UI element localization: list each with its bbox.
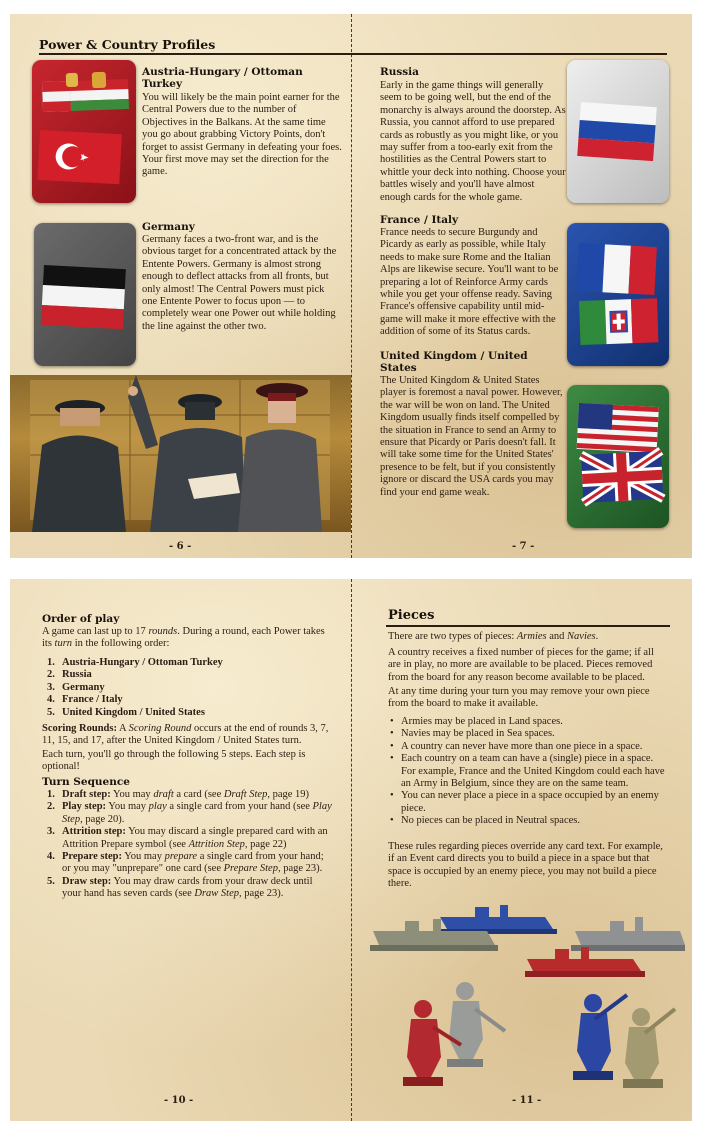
- army-piece-grey-left: [447, 982, 505, 1067]
- header-rule: [39, 53, 667, 55]
- each-turn-paragraph: Each turn, you'll go through the following 5 steps. Each step is optional!: [42, 749, 306, 773]
- override-paragraph: These rules regarding pieces override any card text. For example, if an Event card directs you to build a piece in a space but that space is occupied by an enemy piece, you may not build a piece there.: [388, 841, 663, 890]
- list-item: 5. Draw step: You may draw cards from your draw deck until your hand has seven cards (see Draw Step, page 23).: [47, 875, 313, 900]
- russia-flag-icon: [567, 60, 669, 203]
- uk-flag-icon: [581, 451, 663, 503]
- army-piece-blue: [573, 994, 627, 1080]
- list-item: • Navies may be placed in Sea spaces.: [388, 728, 668, 740]
- uk-usa-body: The United Kingdom & United States player is foremost a naval power. However, the war will be won on land. The United Kingdom usually finds itself compelled by the situation in France to send an Army to ensure that Picardy or Paris doesn't fall. It will take some time for the United States' presence to be felt, but if you consistently ignore or discard the USA cards you may find your end game weak.: [380, 375, 563, 498]
- uk-usa-card: [567, 385, 669, 528]
- list-item: • Each country on a team can have a (single) piece in a space. For example, France and the United Kingdom could each have an Army in Belgium, since they are on the same team.: [388, 753, 668, 790]
- pieces-header: Pieces: [388, 608, 435, 623]
- france-italy-body: France needs to secure Burgundy and Picardy as early as possible, while Italy needs to make sure Rome and the Italian Alps are likewise secure. You'll want to be preparing a lot of Reinforce Army cards while you get your offense ready. Saving France's offensive capability until mid-game will make it more effective with the addition of some of its Status cards.: [380, 227, 559, 338]
- italy-flag-icon: [579, 298, 658, 345]
- usa-flag-icon: [567, 385, 669, 528]
- navy-piece-grey-right: [571, 917, 685, 951]
- scoring-rounds-paragraph: Scoring Rounds: A Scoring Round occurs at the end of rounds 3, 7, 11, 15, and 17, after the United Kingdom / United States turn.: [42, 723, 329, 747]
- list-item: 1. Draft step: You may draft a card (see Draft Step, page 19): [47, 789, 310, 800]
- pieces-illustration: [365, 899, 685, 1089]
- turn-sequence-title: Turn Sequence: [42, 776, 130, 788]
- order-of-play-intro: A game can last up to 17 rounds. During a round, each Power takes its turn in the following order:: [42, 626, 325, 650]
- remove-piece-paragraph: At any time during your turn you may remove your own piece from the board to make it available.: [388, 686, 650, 710]
- page-number-7: - 7 -: [512, 541, 535, 552]
- spread-pages-10-11: [10, 579, 692, 1121]
- piece-types-paragraph: There are two types of pieces: Armies and Navies.: [388, 631, 599, 642]
- page-header-power-country-profiles: Power & Country Profiles: [39, 37, 216, 52]
- list-item: 2. Play step: You may play a single card from your hand (see Play Step, page 20).: [47, 801, 332, 825]
- german-empire-flag-icon: [34, 223, 136, 366]
- germany-title: Germany: [142, 221, 195, 233]
- ottoman-flag-icon: [37, 130, 122, 184]
- france-italy-card: [567, 223, 669, 366]
- austria-ottoman-body: You will likely be the main point earner for the Central Powers due to the number of Objectives in the Balkans. At the same time you go about grabbing Victory Points, don't forget to assist Germany in defeating your foes. Your first move may set the direction for the game.: [142, 92, 342, 178]
- austria-hungary-flag-icon: [32, 60, 136, 203]
- spread-pages-6-7: [10, 14, 692, 558]
- list-item: • You can never place a piece in a space occupied by an enemy piece.: [388, 790, 668, 815]
- header-rule: [386, 625, 670, 627]
- page-gutter: [351, 14, 352, 558]
- list-item: • No pieces can be placed in Neutral spaces.: [388, 815, 668, 827]
- page-number-11: - 11 -: [512, 1095, 542, 1106]
- fixed-pieces-paragraph: A country receives a fixed number of pieces for the game; if all are in play, no more are available to be placed. Pieces removed from the board for any reason become available to be placed.: [388, 647, 654, 683]
- turn-sequence-list: [42, 789, 334, 901]
- uk-usa-title: United Kingdom / United States: [380, 350, 528, 374]
- list-item: • A country can never have more than one piece in a space.: [388, 741, 668, 753]
- list-item: 3. Attrition step: You may discard a single prepared card with an Attrition Prepare symbol (see Attrition Step, page 22): [47, 826, 328, 850]
- army-piece-olive: [623, 1008, 675, 1088]
- list-item: 3. Germany: [47, 681, 105, 693]
- germany-card: [34, 223, 136, 366]
- placement-rules-list: [388, 716, 668, 828]
- turn-order-list: [42, 657, 332, 719]
- germany-body: Germany faces a two-front war, and is the obvious target for a concentrated attack by the Entente Powers. Germany is almost strong enough to deflect attacks from all fronts, but only almost! The Central Powers must pick one Entente Power to focus upon — to completely wear one Power out while holding the line against the other two.: [142, 234, 337, 332]
- france-flag-icon: [567, 223, 669, 366]
- page-gutter: [351, 579, 352, 1121]
- list-item: • Armies may be placed in Land spaces.: [388, 716, 668, 728]
- navy-piece-blue: [437, 905, 557, 934]
- austria-ottoman-card: [32, 60, 136, 203]
- list-item: 4. France / Italy: [47, 694, 123, 706]
- generals-illustration: [10, 375, 351, 532]
- list-item: 1. Austria-Hungary / Ottoman Turkey: [47, 657, 223, 668]
- austria-ottoman-title: Austria-Hungary / Ottoman Turkey: [142, 66, 303, 90]
- russia-title: Russia: [380, 66, 419, 78]
- list-item: 4. Prepare step: You may prepare a single card from your hand; or you may "unprepare" one card (see Prepare Step, page 23).: [47, 851, 324, 875]
- page-number-6: - 6 -: [169, 541, 192, 552]
- france-italy-title: France / Italy: [380, 214, 459, 226]
- list-item: 2. Russia: [47, 669, 92, 681]
- navy-piece-red: [525, 947, 645, 977]
- russia-body: Early in the game things will generally seem to be going well, but the end of the monarchy is always around the doorstep. As Russia, you cannot afford to use prepared cards as robustly as you might like, or you may suffer from a too-early exit from the hostilities as the Central Powers start to whittle your deck into nothing. Choose your battles wisely and you'll have almost enough cards for the whole game.: [380, 80, 566, 203]
- russia-card: [567, 60, 669, 203]
- page-number-10: - 10 -: [164, 1095, 194, 1106]
- order-of-play-title: Order of play: [42, 613, 120, 625]
- list-item: 5. United Kingdom / United States: [47, 706, 205, 718]
